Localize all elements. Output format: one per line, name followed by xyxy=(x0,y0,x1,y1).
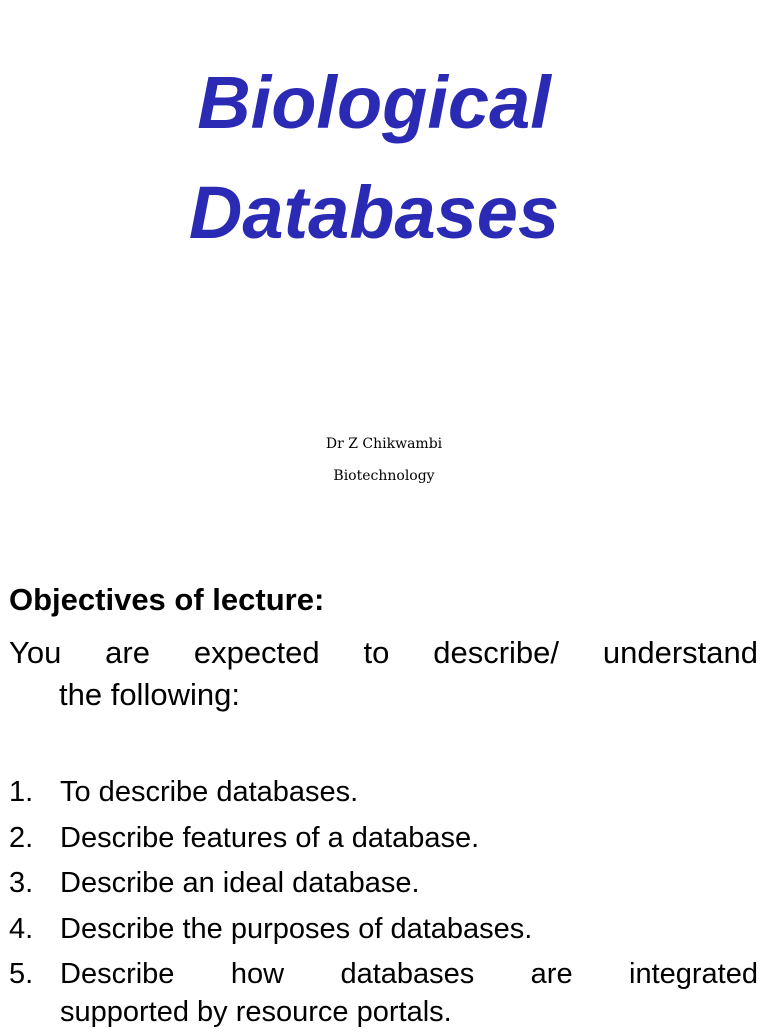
objective-number: 2. xyxy=(9,816,33,862)
objective-text-line-2: supported by resource portals. xyxy=(60,990,758,1035)
author-block xyxy=(0,428,768,492)
title-line-1: Biological xyxy=(0,48,748,158)
objectives-heading: Objectives of lecture: xyxy=(9,578,758,622)
objectives-section xyxy=(9,578,758,1035)
objective-number: 5. xyxy=(9,952,33,998)
objectives-intro xyxy=(9,632,758,716)
objective-item xyxy=(9,816,758,862)
objective-item xyxy=(9,907,758,953)
title-line-2: Databases xyxy=(0,158,748,268)
objective-number: 4. xyxy=(9,907,33,953)
author-name: Dr Z Chikwambi xyxy=(0,428,768,460)
objective-text: Describe the purposes of databases. xyxy=(60,913,532,945)
objective-item xyxy=(9,770,758,816)
objective-text xyxy=(60,952,758,1035)
objective-number: 1. xyxy=(9,770,33,816)
objective-item xyxy=(9,861,758,907)
objective-text-line-1: Describe how databases are integrated xyxy=(60,952,758,998)
objectives-intro-line-2: the following: xyxy=(9,674,758,716)
objective-item xyxy=(9,952,758,1035)
objective-text: Describe features of a database. xyxy=(60,822,479,854)
objectives-list xyxy=(9,770,758,1035)
objective-text: Describe an ideal database. xyxy=(60,867,420,899)
slide-title xyxy=(0,48,748,268)
author-department: Biotechnology xyxy=(0,460,768,492)
objective-text: To describe databases. xyxy=(60,776,358,808)
objectives-intro-line-1: You are expected to describe/ understand xyxy=(9,632,758,674)
objective-number: 3. xyxy=(9,861,33,907)
